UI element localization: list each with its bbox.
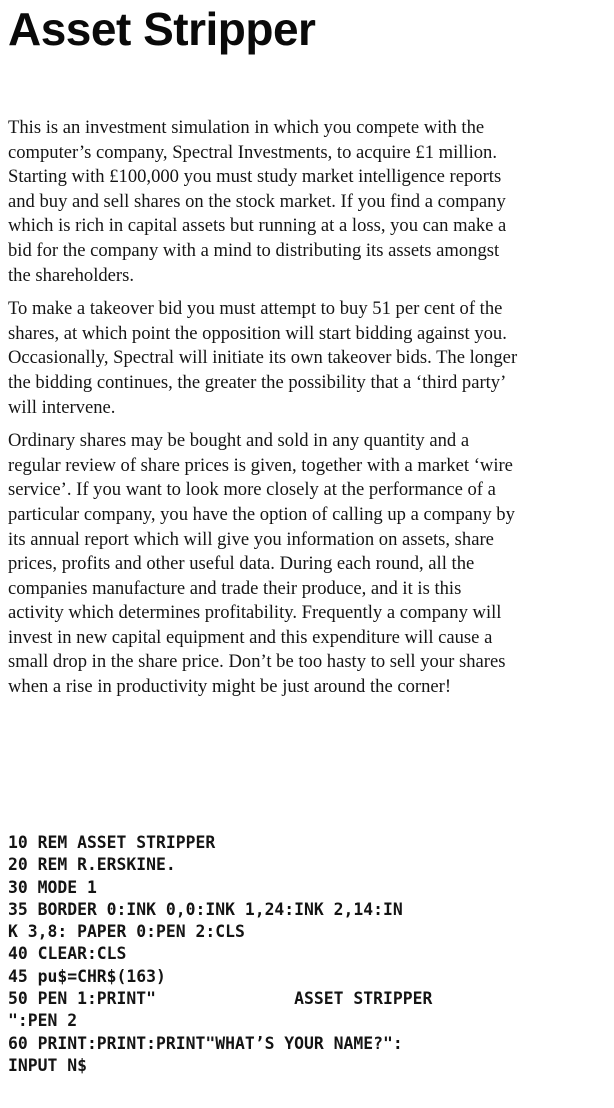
page-title: Asset Stripper (8, 3, 316, 55)
text-line: which is rich in capital assets but running at a loss, you can make a (8, 215, 507, 237)
text-line: computer’s company, Spectral Investments, to acquire £1 million. (8, 141, 498, 163)
code-line: ":PEN 2 (8, 1011, 78, 1031)
code-line: 30 MODE 1 (8, 877, 97, 897)
text-line: its annual report which will give you information on assets, share (8, 528, 494, 550)
description-text (8, 116, 608, 709)
code-line: 10 REM ASSET STRIPPER (8, 833, 216, 852)
code-line: 40 CLEAR:CLS (8, 944, 127, 964)
text-line: shares, at which point the opposition will start bidding against you. (8, 322, 507, 344)
code-line: 60 PRINT:PRINT:PRINT"WHAT’S YOUR NAME?": (8, 1033, 403, 1053)
text-line: Starting with £100,000 you must study market intelligence reports (8, 166, 502, 188)
text-line: To make a takeover bid you must attempt to buy 51 per cent of the (8, 298, 503, 320)
text-line: and buy and sell shares on the stock market. If you find a company (8, 190, 506, 212)
text-line: particular company, you have the option of calling up a company by (8, 503, 515, 525)
code-line: INPUT N$ (8, 1055, 87, 1075)
text-line: prices, profits and other useful data. During each round, all the (8, 553, 475, 575)
code-line: 20 REM R.ERSKINE. (8, 855, 176, 875)
paragraph-takeover (8, 297, 608, 420)
text-line: companies manufacture and trade their produce, and it is this (8, 577, 462, 599)
code-line: 50 PEN 1:PRINT" ASSET STRIPPER (8, 989, 433, 1009)
text-line: Occasionally, Spectral will initiate its own takeover bids. The longer (8, 347, 518, 369)
text-line: will intervene. (8, 396, 116, 418)
text-line: service’. If you want to look more closely at the performance of a (8, 479, 496, 501)
code-line: K 3,8: PAPER 0:PEN 2:CLS (8, 922, 245, 942)
text-line: bid for the company with a mind to distributing its assets amongst (8, 239, 500, 261)
paragraph-intro (8, 116, 608, 288)
text-line: activity which determines profitability. Frequently a company will (8, 602, 502, 624)
code-line: 45 pu$=CHR$(163) (8, 966, 166, 986)
text-line: invest in new capital equipment and this expenditure will cause a (8, 626, 493, 648)
paragraph-shares (8, 429, 608, 700)
text-line: This is an investment simulation in which you compete with the (8, 117, 485, 138)
code-line: 35 BORDER 0:INK 0,0:INK 1,24:INK 2,14:IN (8, 899, 403, 919)
basic-program-listing (8, 832, 612, 1077)
text-line: regular review of share prices is given, together with a market ‘wire (8, 454, 513, 476)
text-line: the bidding continues, the greater the possibility that a ‘third party’ (8, 371, 507, 393)
text-line: small drop in the share price. Don’t be too hasty to sell your shares (8, 651, 506, 673)
text-line: the shareholders. (8, 264, 134, 286)
text-line: when a rise in productivity might be just around the corner! (8, 676, 452, 698)
text-line: Ordinary shares may be bought and sold in any quantity and a (8, 430, 470, 452)
